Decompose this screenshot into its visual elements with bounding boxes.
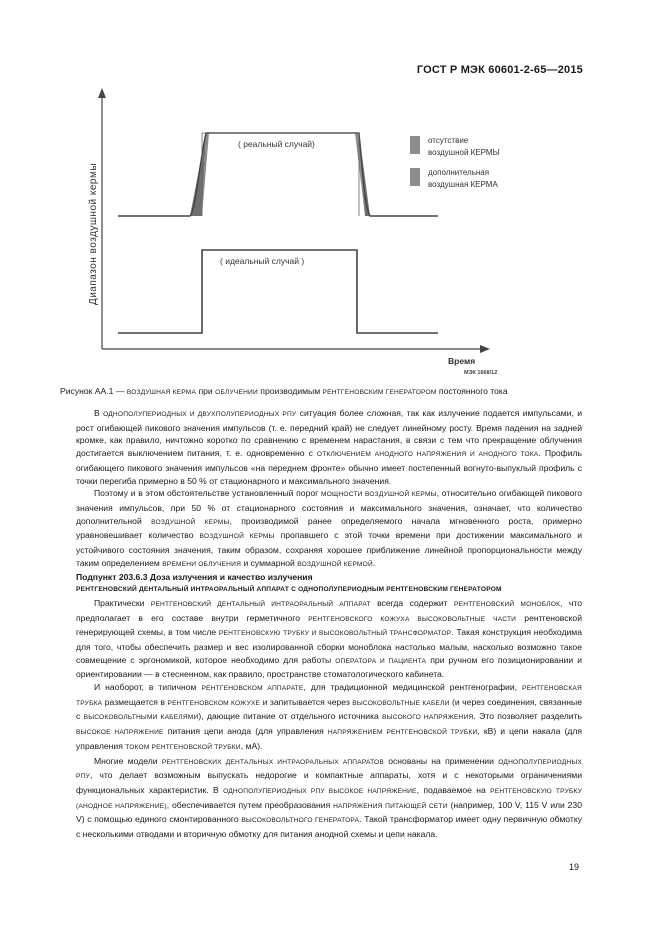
figure-caption	[60, 386, 620, 396]
text: .	[372, 557, 376, 568]
caption-prefix: Рисунок АА.1 —	[60, 386, 127, 396]
term: РЕНТГЕНОВСКИЙ МОНОБЛОК	[454, 600, 561, 608]
x-axis-label: Время	[448, 356, 476, 366]
pulse-diagram	[80, 84, 560, 380]
text: пропавшего с этой точки времени при достижении максимального и устойчивого состояния значения, таким образом, сохраняя хорошее приближение линейной пропорциональности между таким определением	[76, 530, 582, 568]
text: . Такая конструкция необходима для того, чтобы обеспечить размер и вес изолированной сборки моноблока настолько малым, насколько возможно такое совмещение с эргономикой, которое необходимо для работы	[76, 627, 582, 665]
pulse-figure	[80, 84, 560, 380]
paragraph-3	[76, 597, 582, 681]
text: В	[94, 408, 104, 418]
term: РЕНТГЕНОВСКИЙ ДЕНТАЛЬНЫЙ ИНТРАОРАЛЬНЫЙ АППАРАТ	[150, 600, 371, 608]
caption-text: производимым	[257, 386, 323, 396]
text: , обеспечивается путем преобразования	[166, 799, 334, 810]
x-axis-arrow	[480, 345, 490, 353]
term: ВОЗДУШНОЙ КЕРМЫ	[199, 533, 275, 541]
caption-text: постоянного тока	[436, 386, 508, 396]
term: РЕНТГЕНОВСКАЯ ТРУБКА	[76, 685, 582, 707]
text: , что делает возможным выпускать недорогие и компактные аппараты, хотя и с некоторыми ограничениями функциональных характеристик. В	[76, 770, 582, 795]
text: и суммарной	[241, 557, 298, 568]
term: ТОКОМ РЕНТГЕНОВСКОЙ ТРУБКИ	[125, 743, 241, 751]
paragraph-1	[76, 407, 582, 487]
paragraph-4	[76, 681, 582, 755]
text: . Профиль огибающего пикового значения импульсов «на переднем фронте» обычно имеет постепенный вогнуто-выпуклый профиль с точки перегиба примерно в 50 % от стационарного и максимального значения.	[76, 448, 582, 486]
term: ВЫСОКОВОЛЬТНОГО ГЕНЕРАТОРА	[241, 817, 360, 825]
text: Практически	[94, 597, 151, 608]
paragraph-2	[76, 487, 582, 571]
term: ВЫСОКОВОЛЬТНЫЕ КАБЕЛИ	[352, 699, 450, 707]
subclause-subtitle: РЕНТГЕНОВСКИЙ ДЕНТАЛЬНЫЙ ИНТРАОРАЛЬНЫЙ АППАРАТ С ОДНОПОЛУПЕРИОДНЫМ РЕНТГЕНОВСКИМ ГЕНЕРАТОРОМ	[76, 586, 502, 594]
legend-missing-line2: воздушной КЕРМЫ	[428, 148, 500, 157]
text: Поэтому и в этом обстоятельстве установленный порог	[94, 488, 321, 499]
body-text	[76, 407, 582, 841]
text: питания цепи анода (для управления	[163, 726, 328, 737]
text: , производимой ранее определяемого начала мгновенного роста, примерно уравновешивает количество	[76, 515, 582, 541]
text: , подаваемое на	[416, 784, 491, 795]
text: . Такой трансформатор имеет одну первичную обмотку с несколькими отводами и вторичную обмотку для питания анодной схемы и цепи накала.	[76, 814, 582, 840]
text: , относительно огибающей пикового значения импульсов, при 50 % от стационарного состояния и максимального значения, означает, что количество дополнительной	[76, 488, 582, 526]
legend-swatch-extra	[410, 168, 420, 186]
text: , мА).	[240, 740, 263, 751]
term: РЕНТГЕНОВСКОМ АППАРАТЕ	[201, 685, 304, 693]
term: РЕНТГЕНОВСКУЮ ТРУБКУ (АНОДНОЕ НАПРЯЖЕНИЕ)	[76, 787, 582, 810]
term: ОДНОПОЛУПЕРИОДНЫХ И ДВУХПОЛУПЕРИОДНЫХ РПУ	[103, 411, 297, 418]
text: , кВ) и цепи накала (для управления	[76, 726, 583, 751]
text: . Это позволяет разделить	[473, 711, 582, 722]
term: ОДНОПОЛУПЕРИОДНЫХ РПУ	[76, 758, 582, 781]
text: ситуация более сложная, так как излучение подается импульсами, и рост огибающей пикового значения импульсов (т. е. передний край) не следует линейному росту. Время падения на задней кромке, как правило, ничтожно коротко по сравнению с временем нарастания, в связи с тем что прекращение облучения достигается выключением питания, т. е. одновременно с	[76, 408, 582, 459]
document-header: ГОСТ Р МЭК 60601-2-65—2015	[416, 64, 583, 76]
caption-term: ОБЛУЧЕНИИ	[215, 389, 258, 396]
figure-code: МЭК 1668/12	[464, 370, 498, 376]
text: при ручном его позиционировании и ориентировании — в стесненном, как правило, пространстве стоматологического кабинета.	[76, 654, 582, 680]
real-case-label: ( реальный случай)	[238, 139, 315, 149]
text: размещается в	[102, 696, 168, 707]
paragraph-5	[76, 755, 582, 841]
term: РЕНТГЕНОВСКОГО КОЖУХА ВЫСОКОВОЛЬТНЫЕ ЧАСТИ	[308, 615, 517, 623]
term: ОПЕРАТОРА И ПАЦИЕНТА	[335, 657, 427, 665]
term: РЕНТГЕНОВСКОМ КОЖУХЕ	[167, 699, 261, 707]
text: и запитывается через	[260, 696, 353, 707]
term: МОЩНОСТИ ВОЗДУШНОЙ КЕРМЫ	[321, 491, 437, 499]
y-axis-arrow	[98, 88, 106, 98]
text: (и через соединения, связанные с	[76, 696, 582, 722]
term: ВЫСОКОГО НАПРЯЖЕНИЯ	[382, 714, 474, 722]
page-number: 19	[568, 862, 579, 872]
term: ОДНОПОЛУПЕРИОДНЫХ РПУ ВЫСОКОЕ НАПРЯЖЕНИЕ	[223, 787, 417, 795]
legend-missing-line1: отсутствие	[428, 136, 469, 145]
text: всегда содержит	[370, 597, 455, 608]
caption-text: при	[196, 386, 216, 396]
text: основаны на применении	[383, 755, 499, 766]
term: ОТКЛЮЧЕНИЕМ АНОДНОГО НАПРЯЖЕНИЯ И АНОДНОГО ТОКА	[316, 451, 539, 459]
text: , для традиционной медицинской рентгенографии,	[303, 682, 522, 693]
text: (например, 100 V, 115 V или 230 V) с помощью единого смонтированного	[76, 799, 582, 825]
legend-extra-line2: воздушная КЕРМА	[428, 180, 498, 189]
text: рентгеновской генерирующей схемы, в том числе	[76, 612, 582, 638]
term: ВЫСОКОВОЛЬТНЫМИ КАБЕЛЯМИ	[83, 714, 199, 722]
text: , что предполагает в его составе внутри герметичного	[76, 597, 583, 623]
y-axis-label: Диапазон воздушной кермы	[88, 162, 99, 306]
caption-term: ВОЗДУШНАЯ КЕРМА	[126, 389, 197, 396]
term: РЕНТГЕНОВСКУЮ ТРУБКУ И ВЫСОКОВОЛЬТНЫЙ ТРАНСФОРМАТОР	[218, 630, 452, 638]
term: НАПРЯЖЕНИЕМ РЕНТГЕНОВСКОЙ ТРУБКИ	[327, 729, 478, 737]
term: РЕНТГЕНОВСКИХ ДЕНТАЛЬНЫХ ИНТРАОРАЛЬНЫХ АППАРАТОВ	[161, 758, 384, 766]
ideal-case-label: ( идеальный случай )	[220, 256, 305, 266]
text: ), дающие питание от отдельного источника	[198, 711, 383, 722]
legend-extra-line1: дополнительная	[428, 168, 490, 177]
term: ВОЗДУШНОЙ КЕРМОЙ	[297, 560, 373, 568]
text: Многие модели	[94, 755, 162, 766]
term: ВОЗДУШНОЙ КЕРМЫ	[151, 518, 230, 526]
term: ВЫСОКОЕ НАПРЯЖЕНИЕ	[76, 729, 164, 737]
text: И наоборот, в типичном	[94, 682, 202, 693]
subclause-title: Подпункт 203.6.3 Доза излучения и качество излучения	[76, 572, 313, 583]
term: ВРЕМЕНИ ОБЛУЧЕНИЯ	[162, 560, 242, 568]
caption-term: РЕНТГЕНОВСКИМ ГЕНЕРАТОРОМ	[322, 389, 437, 396]
legend-swatch-missing	[410, 136, 420, 154]
term: НАПРЯЖЕНИЯ ПИТАЮЩЕЙ СЕТИ	[333, 802, 448, 810]
